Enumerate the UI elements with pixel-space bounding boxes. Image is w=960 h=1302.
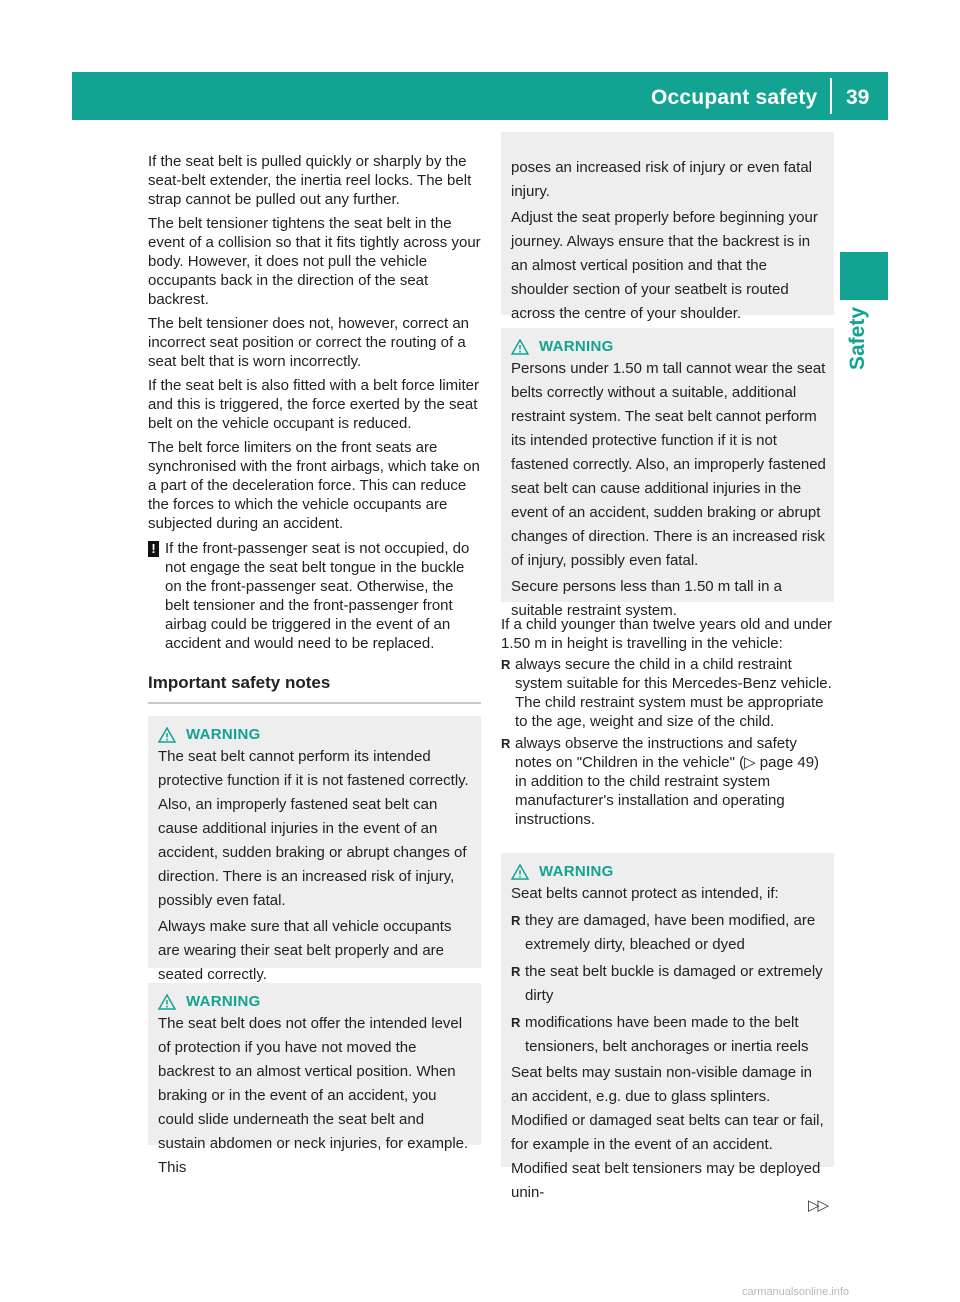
paragraph: The belt tensioner does not, however, correct an incorrect seat position or correct the routing of a seat belt that is worn incorrectly. [148, 315, 470, 370]
warning-text: Seat belts may sustain non-visible damage in an accident, e.g. due to glass splinters. Modified or damaged seat belts can tear or fail, for example in the event of an accident. Modified seat belt tensioners may be deployed unin- [511, 1064, 824, 1201]
warning-box [501, 853, 834, 1201]
paragraph: The belt force limiters on the front seats are synchronised with the front airbags, which take on a part of the deceleration force. This can reduce the forces to which the vehicle occupants are subjected during an accident. [148, 439, 480, 532]
note-text: If the front-passenger seat is not occupied, do not engage the seat belt tongue in the buckle on the front-passenger seat. Otherwise, the belt tensioner and the front-passenger front airbag could be triggered in the event of an accident and would need to be replaced. [165, 540, 470, 652]
children-section [501, 615, 834, 829]
warning-label: WARNING [186, 726, 261, 743]
list-item: R always observe the instructions and safety notes on "Children in the vehicle" (▷ page 49) in addition to the child restraint system manufacturer's installation and operating instructions. [501, 734, 834, 829]
warning-box [148, 983, 481, 1176]
warning-text: poses an increased risk of injury or even fatal injury. [511, 159, 812, 200]
page-number: 39 [846, 86, 870, 109]
warning-label: WARNING [539, 338, 614, 355]
warning-text: Persons under 1.50 m tall cannot wear the seat belts correctly without a suitable, additional restraint system. The seat belt cannot perform its intended protective function if it is not fastened correctly. Also, an improperly fastened seat belt can cause additional injuries in the event of an accident, sudden braking or abrupt changes of direction. There is an increased risk of injury, possibly even fatal. [511, 360, 826, 569]
list-item: R always secure the child in a child restraint system suitable for this Mercedes-Benz vehicle. The child restraint system must be appropriate to the age, weight and size of the child. [501, 655, 834, 731]
warning-header [511, 338, 826, 355]
list-item: R modifications have been made to the belt tensioners, belt anchorages or inertia reels [511, 1011, 826, 1059]
paragraph: The belt tensioner tightens the seat belt in the event of a collision so that it fits tightly across your body. However, it does not pull the vehicle occupants back in the direction of the seat backrest. [148, 215, 481, 308]
warning-box [148, 716, 481, 983]
warning-header [158, 993, 473, 1010]
warning-box-continued [501, 132, 834, 322]
paragraph: If the seat belt is pulled quickly or sharply by the seat-belt extender, the inertia reel locks. The belt strap cannot be pulled out any further. [148, 153, 472, 208]
bullet-list [501, 655, 834, 829]
warning-label: WARNING [186, 993, 261, 1010]
warning-triangle-icon [158, 727, 176, 743]
exclamation-icon: ! [148, 541, 159, 557]
list-item: R they are damaged, have been modified, are extremely dirty, bleached or dyed [511, 909, 826, 957]
bullet-list [511, 909, 826, 1059]
page-title: Occupant safety [651, 86, 818, 109]
caution-note [148, 539, 481, 653]
left-column [148, 152, 481, 704]
warning-text: Always make sure that all vehicle occupants are wearing their seat belt properly and are seated correctly. [158, 918, 452, 983]
side-tab [846, 300, 886, 380]
warning-text: Seat belts cannot protect as intended, if: [511, 885, 779, 902]
warning-header [158, 726, 473, 743]
warning-text: Adjust the seat properly before beginning your journey. Always ensure that the backrest is in an almost vertical position and that the shoulder section of your seatbelt is routed across the centre of your shoulder. [511, 209, 818, 322]
warning-triangle-icon [511, 339, 529, 355]
warning-triangle-icon [158, 994, 176, 1010]
section-heading: Important safety notes [148, 672, 481, 704]
warning-text: The seat belt does not offer the intended level of protection if you have not moved the backrest to an almost vertical position. When braking or in the event of an accident, you could slide underneath the seat belt and sustain abdomen or neck injuries, for example. This [158, 1015, 469, 1176]
warning-label: WARNING [539, 863, 614, 880]
warning-text: Secure persons less than 1.50 m tall in a suitable restraint system. [511, 578, 782, 619]
warning-text: The seat belt cannot perform its intended protective function if it is not fastened correctly. Also, an improperly fastened seat belt can cause additional injuries in the event of an accident, sudden braking or abrupt changes of direction. There is an increased risk of injury, possibly even fatal. [158, 748, 469, 909]
watermark: carmanualsonline.info [742, 1286, 850, 1298]
list-item: R the seat belt buckle is damaged or extremely dirty [511, 960, 826, 1008]
warning-box [501, 328, 834, 619]
paragraph: If the seat belt is also fitted with a belt force limiter and this is triggered, the force exerted by the seat belt on the vehicle occupant is reduced. [148, 377, 479, 432]
header-divider [830, 78, 832, 114]
continue-arrows-icon: ▷▷ [808, 1197, 828, 1214]
warning-triangle-icon [511, 864, 529, 880]
paragraph: If a child younger than twelve years old and under 1.50 m in height is travelling in the vehicle: [501, 616, 833, 652]
side-tab-marker [840, 252, 888, 300]
warning-header [511, 863, 826, 880]
side-tab-label: Safety [846, 306, 869, 370]
